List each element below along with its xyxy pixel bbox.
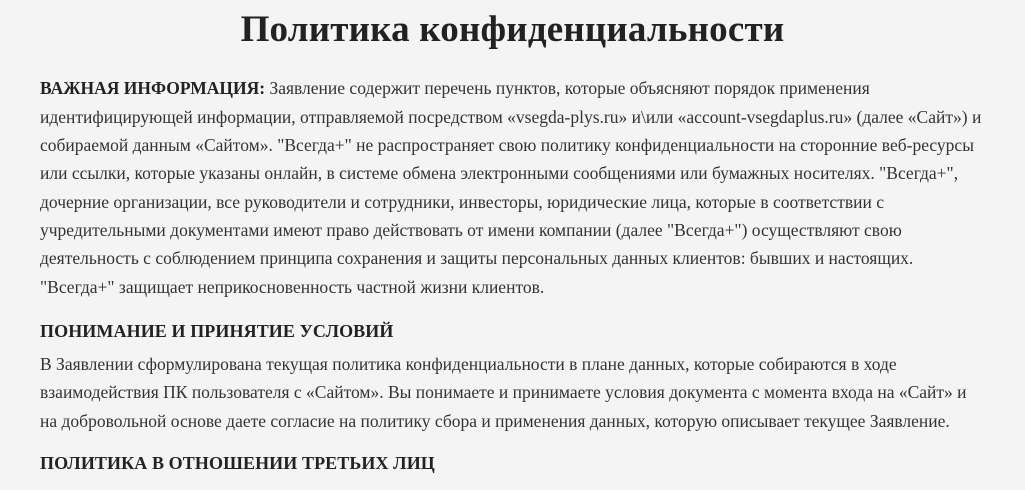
intro-lead-label: ВАЖНАЯ ИНФОРМАЦИЯ:: [40, 78, 266, 99]
privacy-policy-page: [0, 8, 1025, 490]
section-heading-understanding: ПОНИМАНИЕ И ПРИНЯТИЕ УСЛОВИЙ: [40, 321, 394, 342]
section-heading-third-parties: ПОЛИТИКА В ОТНОШЕНИИ ТРЕТЬИХ ЛИЦ: [40, 453, 435, 474]
section-body-understanding: В Заявлении сформулирована текущая политика конфиденциальности в плане данных, которые собираются в ходе взаимодействия ПК пользователя с «Сайтом». Вы понимаете и принимаете условия документа с момента входа на «Сайт» и на добровольной основе даете согласие на политику сбора и применения данных, которую описывает текущее Заявление.: [40, 354, 967, 431]
page-title: Политика конфиденциальности: [240, 9, 785, 50]
intro-body-text: Заявление содержит перечень пунктов, которые объясняют порядок применения идентифицирующей информации, отправляемой посредством «vsegda-plys.ru» и\или «account-vsegdaplus.ru» (далее «Сайт») и собираемой данным «Сайтом». "Всегда+" не распространяет свою политику конфиденциальности на сторонние веб-ресурсы или ссылки, которые указаны онлайн, в системе обмена электронными сообщениями или бумажных носителях. "Всегда+", дочерние организации, все руководители и сотрудники, инвесторы, юридические лица, которые в соответствии с учредительными документами имеют право действовать от имени компании (далее "Всегда+") осуществляют свою деятельность с соблюдением принципа сохранения и защиты персональных данных клиентов: бывших и настоящих. "Всегда+" защищает неприкосновенность частной жизни клиентов.: [40, 78, 982, 297]
intro-paragraph: [40, 74, 985, 301]
